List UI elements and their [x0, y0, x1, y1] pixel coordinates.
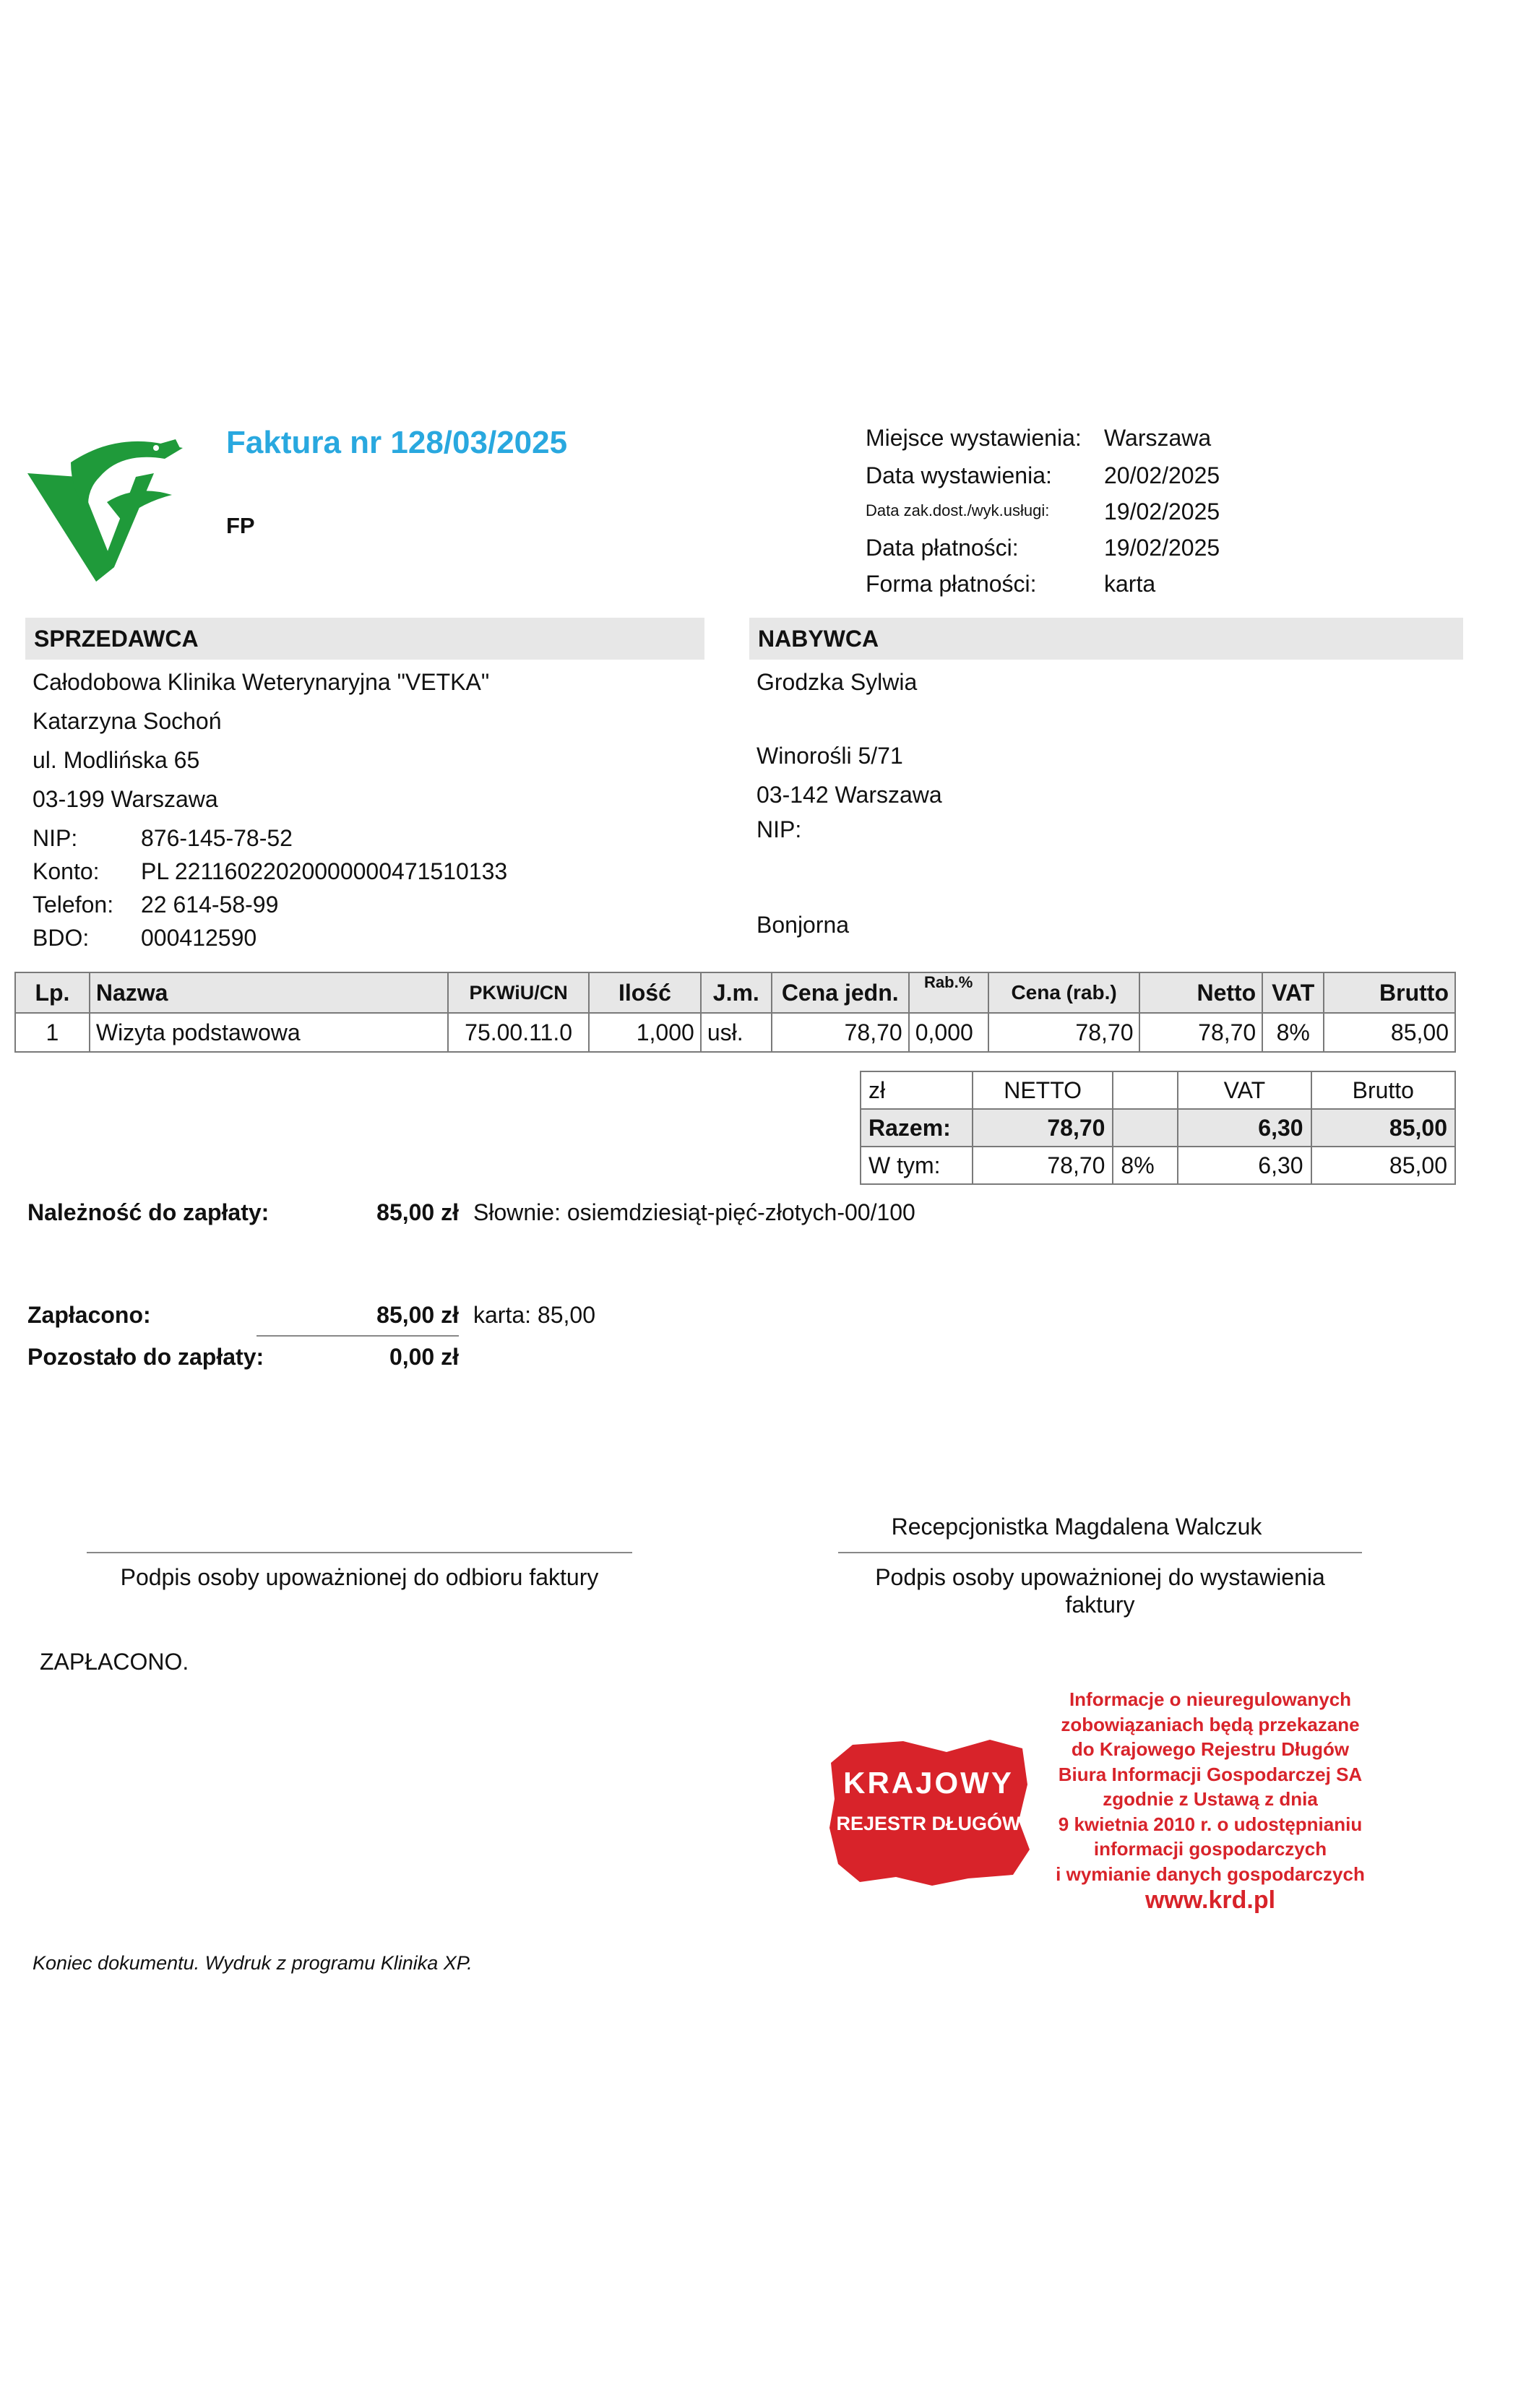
sum-breakdown-vat: 6,30: [1178, 1147, 1311, 1184]
seller-account-value: PL 22116022020000000471510133: [141, 858, 508, 884]
seller-owner: Katarzyna Sochoń: [33, 708, 222, 734]
krd-banner: [824, 1687, 1387, 1914]
buyer-name: Grodzka Sylwia: [756, 669, 918, 695]
sum-currency: zł: [861, 1071, 973, 1109]
cell-price-disc: 78,70: [988, 1013, 1140, 1052]
sum-total-label: Razem:: [861, 1109, 973, 1147]
seller-name: Całodobowa Klinika Weterynaryjna "VETKA": [33, 669, 490, 695]
col-name: Nazwa: [90, 972, 448, 1013]
krd-url: www.krd.pl: [1145, 1886, 1276, 1914]
meta-label: Miejsce wystawienia:: [866, 425, 1082, 451]
sum-vat-head: VAT: [1178, 1071, 1311, 1109]
seller-bdo-value: 000412590: [141, 925, 257, 951]
krd-info-line: Biura Informacji Gospodarczej SA: [1058, 1763, 1363, 1785]
meta-label: Data płatności:: [866, 535, 1019, 561]
summary-breakdown-row: [861, 1147, 1455, 1184]
remaining-label: Pozostało do zapłaty:: [27, 1344, 264, 1370]
invoice-title: Faktura nr 128/03/2025: [226, 425, 568, 460]
due-words: Słownie: osiemdziesiąt-pięć-złotych-00/100: [473, 1199, 915, 1225]
meta-value: karta: [1104, 571, 1156, 597]
cell-qty: 1,000: [589, 1013, 701, 1052]
buyer-street: Winorośli 5/71: [756, 743, 903, 769]
seller-bdo-label: BDO:: [33, 925, 90, 951]
sum-total-net: 78,70: [973, 1109, 1113, 1147]
items-table: [14, 972, 1456, 1053]
col-pkwiu: PKWiU/CN: [448, 972, 589, 1013]
paid-method: karta: 85,00: [473, 1302, 595, 1328]
krd-info-line: zobowiązaniach będą przekazane: [1061, 1713, 1360, 1735]
paid-label: Zapłacono:: [27, 1302, 151, 1328]
col-lp: Lp.: [15, 972, 90, 1013]
krd-info-line: Informacje o nieuregulowanych: [1069, 1688, 1352, 1710]
sum-breakdown-label: W tym:: [861, 1147, 973, 1184]
cell-unit: usł.: [701, 1013, 772, 1052]
clinic-logo: [27, 433, 194, 585]
table-row: [15, 1013, 1455, 1052]
col-qty: Ilość: [589, 972, 701, 1013]
issuer-name: Recepcjonistka Magdalena Walczuk: [891, 1514, 1262, 1540]
cell-gross: 85,00: [1324, 1013, 1455, 1052]
paid-stamp: ZAPŁACONO.: [40, 1649, 189, 1675]
col-net: Netto: [1139, 972, 1262, 1013]
col-vat: VAT: [1262, 972, 1324, 1013]
sum-total-rate: [1113, 1109, 1178, 1147]
krd-info-line: 9 kwietnia 2010 r. o udostępnianiu: [1058, 1813, 1363, 1835]
col-gross: Brutto: [1324, 972, 1455, 1013]
cell-lp: 1: [15, 1013, 90, 1052]
sum-gross-head: Brutto: [1311, 1071, 1455, 1109]
krd-logo-map: [824, 1734, 1033, 1889]
seller-account-label: Konto:: [33, 858, 100, 884]
issuer-caption-2: faktury: [1065, 1592, 1135, 1618]
col-price: Cena jedn.: [772, 972, 909, 1013]
meta-label: Forma płatności:: [866, 571, 1037, 597]
sum-total-gross: 85,00: [1311, 1109, 1455, 1147]
seller-city: 03-199 Warszawa: [33, 786, 218, 812]
col-price-disc: Cena (rab.): [988, 972, 1140, 1013]
issuer-signature-line: [838, 1552, 1362, 1553]
cell-discount: 0,000: [909, 1013, 988, 1052]
sum-breakdown-gross: 85,00: [1311, 1147, 1455, 1184]
buyer-heading: NABYWCA: [749, 618, 1463, 660]
meta-value: 19/02/2025: [1104, 535, 1220, 561]
cell-price: 78,70: [772, 1013, 909, 1052]
seller-heading: SPRZEDAWCA: [25, 618, 704, 660]
due-amount: 85,00 zł: [376, 1199, 459, 1225]
meta-label: Data wystawienia:: [866, 462, 1052, 488]
sum-blank-head: [1113, 1071, 1178, 1109]
cell-pkwiu: 75.00.11.0: [448, 1013, 589, 1052]
receiver-signature-line: [87, 1552, 632, 1553]
cell-vat: 8%: [1262, 1013, 1324, 1052]
seller-street: ul. Modlińska 65: [33, 747, 200, 773]
seller-nip-value: 876-145-78-52: [141, 825, 293, 851]
krd-logo-line2: REJESTR DŁUGÓW: [836, 1813, 1021, 1834]
receiver-caption: Podpis osoby upoważnionej do odbioru faktury: [120, 1564, 599, 1590]
sum-breakdown-rate: 8%: [1113, 1147, 1178, 1184]
seller-phone-value: 22 614-58-99: [141, 892, 279, 918]
paid-underline: [257, 1335, 459, 1337]
cell-name: Wizyta podstawowa: [90, 1013, 448, 1052]
krd-info-line: i wymianie danych gospodarczych: [1056, 1863, 1365, 1885]
sum-net-head: NETTO: [973, 1071, 1113, 1109]
buyer-nip-label: NIP:: [756, 816, 802, 842]
meta-value: Warszawa: [1104, 425, 1212, 451]
krd-info-line: do Krajowego Rejestru Długów: [1071, 1738, 1350, 1760]
sum-total-vat: 6,30: [1178, 1109, 1311, 1147]
krd-info-line: zgodnie z Ustawą z dnia: [1103, 1788, 1318, 1810]
summary-head-row: [861, 1071, 1455, 1109]
krd-logo-line1: KRAJOWY: [843, 1766, 1014, 1800]
summary-table: [860, 1071, 1456, 1185]
col-unit: J.m.: [701, 972, 772, 1013]
krd-info: [1033, 1687, 1387, 1913]
buyer-city: 03-142 Warszawa: [756, 782, 942, 808]
summary-total-row: [861, 1109, 1455, 1147]
paid-amount: 85,00 zł: [376, 1302, 459, 1328]
meta-value: 19/02/2025: [1104, 499, 1220, 525]
krd-info-line: informacji gospodarczych: [1093, 1838, 1327, 1860]
meta-value: 20/02/2025: [1104, 462, 1220, 488]
seller-phone-label: Telefon:: [33, 892, 114, 918]
items-header-row: [15, 972, 1455, 1013]
meta-label: Data zak.dost./wyk.usługi:: [866, 501, 1050, 519]
sum-breakdown-net: 78,70: [973, 1147, 1113, 1184]
buyer-note: Bonjorna: [756, 912, 850, 938]
col-discount: Rab.%: [909, 972, 988, 1013]
cell-net: 78,70: [1139, 1013, 1262, 1052]
due-label: Należność do zapłaty:: [27, 1199, 270, 1225]
seller-nip-label: NIP:: [33, 825, 78, 851]
footer-note: Koniec dokumentu. Wydruk z programu Klinika XP.: [33, 1952, 473, 1974]
remaining-amount: 0,00 zł: [389, 1344, 459, 1370]
document-type: FP: [226, 513, 255, 538]
issuer-caption-1: Podpis osoby upoważnionej do wystawienia: [875, 1564, 1325, 1590]
